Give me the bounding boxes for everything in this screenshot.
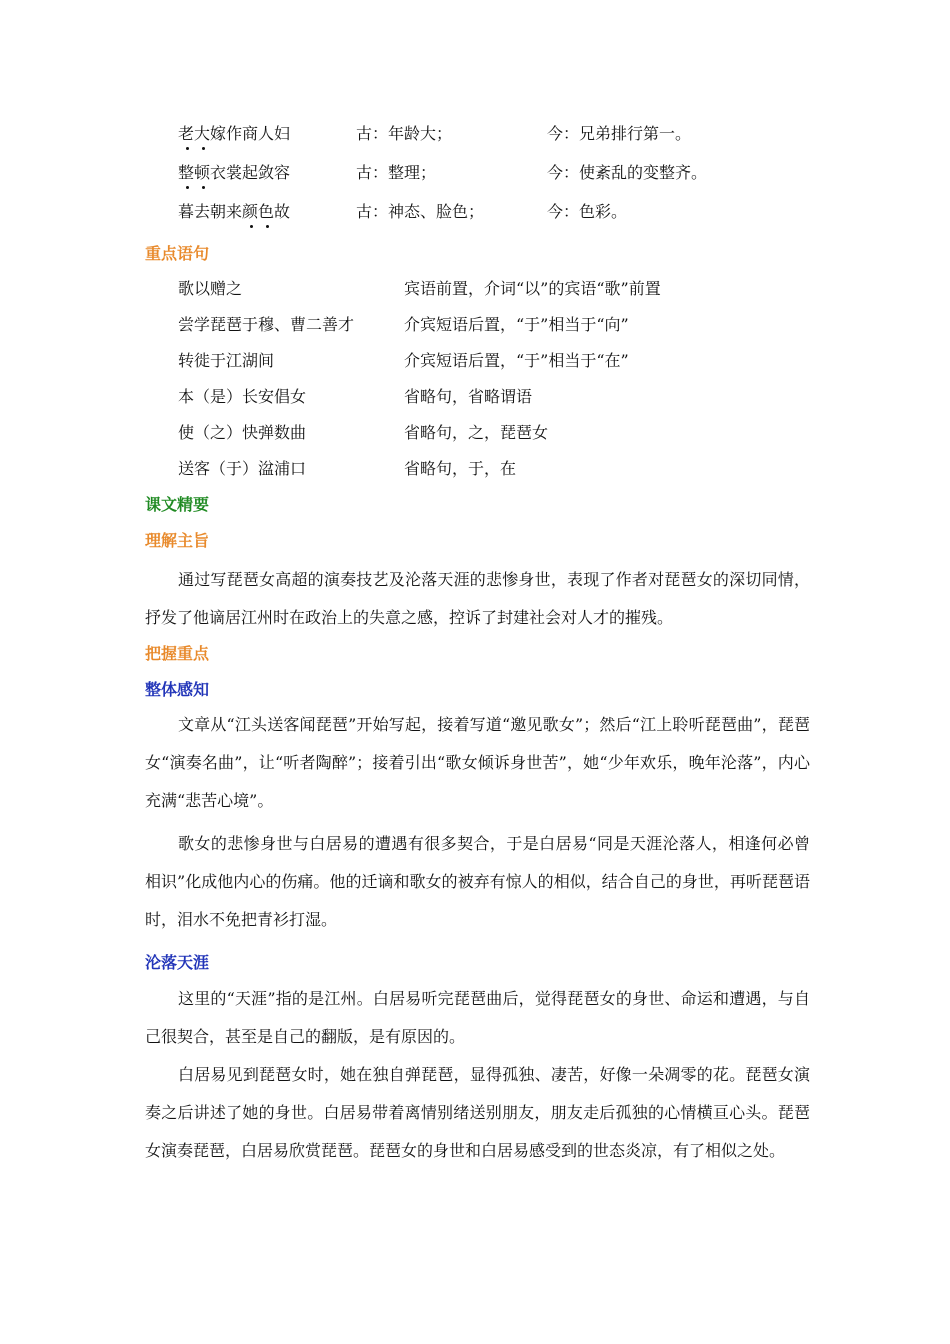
tianya-paragraph: 这里的“天涯”指的是江州。白居易听完琵琶曲后，觉得琵琶女的身世、命运和遭遇，与自己很契合，甚至是自己的翻版，是有原因的。	[145, 989, 810, 1046]
theme-heading: 理解主旨	[145, 531, 210, 550]
gujin-modern-meaning: 今：兄弟排行第一。	[547, 124, 692, 143]
gujin-ancient-meaning: 古：年龄大；	[356, 124, 453, 143]
emphasis-dot	[202, 147, 205, 150]
gujin-modern-meaning: 今：色彩。	[547, 202, 628, 221]
overall-paragraph: 文章从“江头送客闻琵琶”开始写起，接着写道“邀见歌女”；然后“江上聆听琵琶曲”，琵琶女“演奏名曲”，让“听者陶醉”；接着引出“歌女倾诉身世苦”，她“少年欢乐，晚年沦落”，内心充满“悲苦心境”。	[145, 715, 810, 810]
key-sentence-note: 省略句，于，在	[404, 459, 517, 478]
theme-paragraph: 通过写琵琶女高超的演奏技艺及沦落天涯的悲惨身世，表现了作者对琵琶女的深切同情，抒发了他谪居江州时在政治上的失意之感，控诉了封建社会对人才的摧残。	[145, 570, 810, 627]
overall-paragraph: 歌女的悲惨身世与白居易的遭遇有很多契合，于是白居易“同是天涯沦落人，相逢何必曾相识”化成他内心的伤痛。他的迁谪和歌女的被弃有惊人的相似，结合自己的身世，再听琵琶语时，泪水不免把青衫打湿。	[145, 834, 810, 929]
gujin-phrase: 暮去朝来颜色故	[178, 202, 291, 221]
essence-heading: 课文精要	[145, 495, 210, 514]
tianya-paragraph: 白居易见到琵琶女时，她在独自弹琵琶，显得孤独、凄苦，好像一朵凋零的花。琵琶女演奏之后讲述了她的身世。白居易带着离情别绪送别朋友，朋友走后孤独的心情横亘心头。琵琶女演奏琵琶，白居易欣赏琵琶。琵琶女的身世和白居易感受到的世态炎凉，有了相似之处。	[145, 1065, 810, 1160]
key-sentence-note: 介宾短语后置，“于”相当于“在”	[404, 351, 629, 370]
tianya-heading: 沦落天涯	[145, 953, 210, 972]
gujin-phrase: 整顿衣裳起敛容	[178, 163, 291, 182]
emphasis-dot	[266, 225, 269, 228]
gujin-ancient-meaning: 古：神态、脸色；	[356, 202, 485, 221]
gujin-modern-meaning: 今：使紊乱的变整齐。	[547, 163, 708, 182]
key-sentence: 歌以赠之	[178, 279, 243, 298]
key-sentence: 本（是）长安倡女	[178, 387, 307, 406]
gujin-phrase: 老大嫁作商人妇	[178, 124, 291, 143]
gujin-ancient-meaning: 古：整理；	[356, 163, 437, 182]
key-sentence: 转徙于江湖间	[178, 351, 275, 370]
emphasis-dot	[186, 186, 189, 189]
emphasis-dot	[250, 225, 253, 228]
key-sentence-note: 省略句，之，琵琶女	[404, 423, 549, 442]
key-sentence-note: 省略句，省略谓语	[404, 387, 533, 406]
grasp-heading: 把握重点	[145, 644, 210, 663]
emphasis-dot	[186, 147, 189, 150]
key-sentence: 使（之）快弹数曲	[178, 423, 307, 442]
key-sentence-note: 介宾短语后置，“于”相当于“向”	[404, 315, 629, 334]
key-sentence: 尝学琵琶于穆、曹二善才	[178, 315, 355, 334]
key-sentences-heading: 重点语句	[145, 244, 210, 263]
overall-heading: 整体感知	[145, 680, 210, 699]
emphasis-dot	[202, 186, 205, 189]
key-sentence-note: 宾语前置，介词“以”的宾语“歌”前置	[404, 279, 661, 298]
key-sentence: 送客（于）湓浦口	[178, 459, 307, 478]
